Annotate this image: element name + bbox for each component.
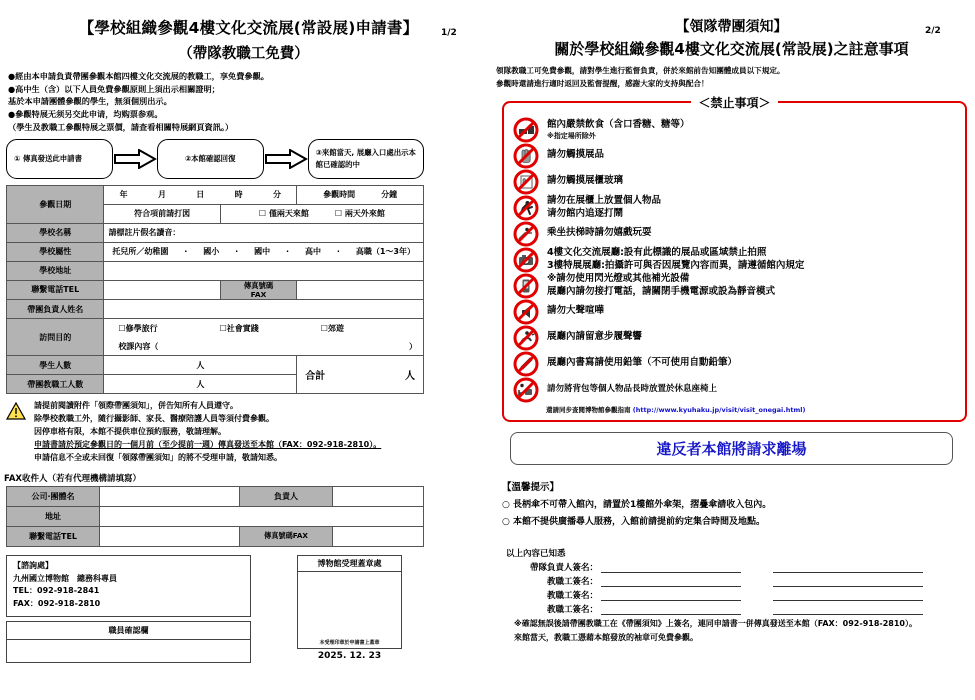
rule-text: 請勿大聲喧嘩 (547, 305, 605, 317)
contact-box (6, 555, 251, 617)
lead-line: 領隊教職工可免費參觀，請對學生進行監督負責，併於來館前告知團體成員以下規定。 (496, 66, 785, 75)
rule-subtext: 请勿館内追逐打鬧 (547, 207, 624, 219)
violation-notice: 違反者本館將請求離場 (510, 432, 953, 465)
school-type-option[interactable]: 高中 (304, 247, 321, 257)
table-row (7, 185, 424, 204)
signature-label: 教職工簽名： (546, 605, 598, 616)
table-row (7, 280, 424, 300)
staff-count-label: 帶團教職工人數 (7, 375, 104, 394)
table-row (7, 356, 424, 375)
no-loud-voice-icon (512, 299, 540, 325)
intro-bullet: ●高中生（含）以下人員免費參觀原則上須出示相關證明； (8, 83, 220, 94)
school-address-label: 學校地址 (7, 261, 104, 280)
contact-fax: FAX：092-918-2810 (13, 599, 101, 609)
flow-arrow-icon (113, 149, 157, 169)
student-count-label: 學生人數 (7, 356, 104, 375)
school-address-input[interactable] (104, 261, 424, 280)
table-row (7, 526, 424, 546)
signature-field[interactable] (601, 602, 741, 615)
rule-text: 乘坐扶梯時請勿嬉戲玩耍 (547, 227, 652, 239)
signature-field[interactable] (773, 574, 923, 587)
application-form-page (0, 0, 487, 700)
warning-triangle-icon (6, 400, 28, 465)
acknowledgement-section (506, 547, 975, 644)
signature-field[interactable] (601, 560, 741, 573)
table-row (7, 300, 424, 319)
separator-dot: · (184, 247, 188, 257)
signature-row (506, 574, 975, 587)
no-play-escalator-icon (512, 221, 540, 247)
signature-field[interactable] (773, 560, 923, 573)
total-label: 合計 (305, 371, 326, 383)
course-content-close: ） (409, 341, 417, 351)
page-subtitle: （帶隊教職工免費） (178, 46, 309, 62)
ack-footnote (514, 617, 975, 644)
rule-text: 展廳內書寫請使用鉛筆（不可使用自動鉛筆） (547, 357, 738, 369)
note-item: 因停車格有限，本館不提供車位預約服務，敬請理解。 (34, 426, 226, 436)
tip-item: ○ 長柄傘不可帶入館內，請置於1樓館外傘架，摺疊傘請收入包內。 (502, 499, 772, 510)
checkbox-other-day[interactable]: ☐ 兩天外來館 (334, 209, 385, 219)
rule-text: ※請勿使用閃光燈或其他補光設備 展廳內請勿接打電話，請關閉手機電源或設為靜音模式 (547, 273, 776, 297)
intro-bullets (8, 70, 487, 134)
no-footstep-noise-icon (512, 325, 540, 351)
school-name-input[interactable]: 請標註片假名讀音： (104, 223, 424, 242)
no-pen-icon (512, 351, 540, 377)
tel-label: 聯繫電話TEL (7, 280, 104, 300)
rule-text: 請勿在展櫃上放置個人物品 请勿館内追逐打鬧 (547, 195, 662, 219)
school-type-option[interactable]: 國小 (203, 247, 220, 257)
signature-label: 教職工簽名： (546, 591, 598, 602)
visit-duration-input[interactable] (297, 185, 424, 204)
separator-dot: · (286, 247, 290, 257)
staff-confirm-label: 職員確認欄 (7, 622, 250, 640)
arrival-day-checkboxes[interactable] (220, 204, 423, 223)
rule-text: 展廳內請留意步履聲響 (547, 331, 643, 343)
tip-item: ○ 本館不提供廣播尋人服務，入館前請提前約定集合時間及地點。 (502, 516, 765, 527)
person-unit: 人 (196, 360, 205, 370)
rule-text: 請勿觸摸展櫃玻璃 (547, 175, 624, 187)
prohibitions-banner-title: ＜禁止事項＞ (502, 92, 967, 111)
agency-address-input[interactable] (100, 506, 424, 526)
notes-list (34, 400, 381, 465)
signature-field[interactable] (773, 588, 923, 601)
lead-line: 參觀時還請進行適时返回及監督提醒，感謝大家的支持與配合！ (496, 78, 709, 88)
rule-no-touch (512, 143, 957, 169)
school-type-option[interactable]: 高職（1～3年） (355, 247, 415, 257)
fax-label: 傳真號碼 FAX (220, 280, 296, 300)
application-form-table (6, 185, 424, 395)
rule-text: 館內嚴禁飲食（含口香糖、糖等） ※指定場所除外 (547, 118, 690, 140)
note-item: 請提前閱讀附件「領際帶團須知」，併告知所有人員遵守。 (34, 401, 238, 411)
contact-org: 九州國立博物館 總務科專員 (13, 573, 117, 583)
course-content-label: 校課內容（ (118, 341, 159, 351)
checkbox-same-day[interactable]: ☐ 僅兩天來館 (258, 209, 309, 219)
intro-bullet: ●參觀特展无须另交此申请，均购票参观。 (8, 109, 163, 120)
signature-field[interactable] (601, 574, 741, 587)
note-item: 除學校教職工外，隨行攝影師、家長、醫療陪護人員等須付費參觀。 (34, 413, 274, 423)
signature-row (506, 588, 975, 601)
agency-info-table (6, 486, 424, 547)
school-type-option[interactable]: 托兒所／幼稚園 (112, 247, 169, 257)
rule-subtext: 展廳內請勿接打電話，請關閉手機電源或設為靜音模式 (547, 285, 776, 297)
stamp-heading: 博物館受理蓋章處 (298, 556, 401, 572)
signature-label: 教職工簽名： (546, 577, 598, 588)
agency-fax-input[interactable] (333, 526, 424, 546)
leader-name-label: 帶團負責人姓名 (7, 300, 104, 319)
agency-fax-label: 傳真號碼FAX (240, 526, 333, 546)
signature-field[interactable] (773, 602, 923, 615)
table-row (7, 242, 424, 261)
school-name-label: 學校名稱 (7, 223, 104, 242)
separator-dot: · (336, 247, 340, 257)
footnote-line: ※確認無誤後請帶團教職工在《帶團須知》上簽名，連同申請書一併傳真發送至本館（FAX：092-918-2810）。 (514, 619, 917, 629)
note-item-deadline: 申請書請於預定參觀日的一個月前（至少提前一週）傳真發送至本館（FAX：092-918-2810）。 (34, 439, 382, 449)
application-flow-diagram (6, 139, 424, 179)
visit-date-label: 參觀日期 (7, 185, 104, 223)
date-unit-year: 年 (119, 190, 128, 200)
date-unit-day: 日 (196, 190, 205, 200)
intro-bullet: 基於本申請團體參觀的學生，無須個別出示。 (8, 96, 172, 107)
school-type-option[interactable]: 國中 (254, 247, 271, 257)
signature-label: 帶隊負責人簽名： (529, 563, 598, 574)
table-row (7, 261, 424, 280)
date-unit-month: 月 (157, 190, 166, 200)
staff-confirm-box (6, 621, 251, 663)
tel-input[interactable] (104, 280, 220, 300)
table-row (7, 506, 424, 526)
agency-address-label: 地址 (7, 506, 100, 526)
footer-section (6, 555, 424, 663)
company-input[interactable] (100, 486, 240, 506)
flow-step-1: ① 傳真發送此申請書 (6, 139, 113, 179)
notes-section (6, 400, 424, 465)
prohibitions-box (502, 101, 967, 422)
rule-no-food (512, 117, 957, 143)
tips-section (502, 479, 975, 531)
rule-subtext: ※指定場所除外 (547, 131, 596, 140)
checkbox-purpose-outing[interactable]: ☐郊遊 (320, 324, 344, 334)
signature-row (506, 602, 975, 615)
ack-heading: 以上內容已知悉 (506, 549, 566, 560)
rule-no-bag-on-seat (512, 377, 957, 403)
agency-tel-label: 聯繫電話TEL (7, 526, 100, 546)
school-type-label: 學校屬性 (7, 242, 104, 261)
tips-heading: 【溫馨提示】 (502, 481, 560, 493)
school-type-options[interactable] (104, 242, 424, 261)
separator-dot: · (235, 247, 239, 257)
checkbox-purpose-trip[interactable]: ☐修學旅行 (118, 324, 158, 334)
guidelines-title: 【領隊帶團須知】 (675, 19, 788, 35)
page-number-right: 2/2 (925, 26, 941, 36)
rule-text: 4樓文化交流展廳:設有此標識的展品或區域禁止拍照 3樓特展展廳:拍攝許可與否因展覽內容而異，請遵循館內規定 (547, 247, 805, 271)
guidelines-page (488, 0, 975, 700)
guidelines-subtitle: 關於學校組織參觀4樓文化交流展(常設展)之註意事項 (554, 40, 909, 58)
purpose-options[interactable] (104, 319, 424, 356)
minutes-label: 分鐘 (381, 190, 398, 200)
fax-input[interactable] (297, 280, 424, 300)
student-count-input[interactable] (104, 356, 297, 375)
no-food-icon (512, 117, 540, 143)
purpose-label: 訪問目的 (7, 319, 104, 356)
rule-no-footstep-noise (512, 325, 957, 351)
footnote-line: 來館當天，教職工憑藉本館發放的袖章可免費參觀。 (514, 632, 698, 642)
page-title: 【學校組織參觀4樓文化交流展(常設展)申請書】 (78, 19, 419, 37)
signature-field[interactable] (601, 588, 741, 601)
guidelines-lead (496, 65, 975, 91)
prohibitions-banner (502, 95, 967, 422)
flow-arrow-icon (264, 149, 308, 169)
staff-confirm-field[interactable] (7, 640, 250, 662)
no-touch-icon (512, 143, 540, 169)
rule-text: 請勿觸摸展品 (547, 149, 605, 161)
rule-text: 請勿將背包等個人物品長時放置於休息座椅上 (547, 384, 718, 395)
page-number-left: 1/2 (441, 28, 457, 38)
rule-no-touch-glass (512, 169, 957, 195)
manager-label: 負責人 (240, 486, 333, 506)
table-row (7, 223, 424, 242)
flow-step-2: ②本館確認回復 (157, 139, 264, 179)
date-unit-hour: 時 (234, 190, 243, 200)
visit-guide-link[interactable]: (http://www.kyuhaku.jp/visit/visit_onegai.html) (632, 405, 806, 414)
stamp-footer: 本受理印章於申請書上蓋章 (319, 639, 380, 646)
rule-subtext: 3樓特展展廳:拍攝許可與否因展覽內容而異，請遵循館內規定 (547, 259, 805, 271)
stamp-area (297, 555, 402, 661)
no-bag-on-seat-icon (512, 377, 540, 403)
agency-tel-input[interactable] (100, 526, 240, 546)
person-unit: 人 (405, 371, 415, 383)
guide-note-text: 還請同步查閱博物館參觀指南 (546, 405, 631, 414)
checkin-hint: 符合項前請打図 (104, 204, 220, 223)
signature-row (506, 560, 975, 573)
rule-no-running (512, 195, 957, 221)
flow-step-3: ③來館當天, 展廳入口處出示本館已確認的中 (308, 139, 424, 179)
no-touch-glass-icon (512, 169, 540, 195)
rule-no-camera (512, 247, 957, 273)
no-phone-icon (512, 273, 540, 299)
guide-note (546, 405, 957, 414)
fax-receiver-heading: FAX收件人（若有代理機構請填寫） (4, 473, 141, 484)
staff-count-input[interactable] (104, 375, 297, 394)
checkbox-purpose-social[interactable]: ☐社會實踐 (219, 324, 259, 334)
company-label: 公司·團體名 (7, 486, 100, 506)
rule-no-loud-voice (512, 299, 957, 325)
contact-tel: TEL：092-918-2841 (13, 586, 100, 596)
intro-bullet: ●經由本申請負責帶團參觀本館四樓文化交流展的教職工，享免費參觀。 (8, 71, 269, 81)
person-unit: 人 (196, 379, 205, 389)
no-running-icon (512, 195, 540, 221)
visit-date-input[interactable] (104, 185, 297, 204)
manager-input[interactable] (333, 486, 424, 506)
rule-no-pen (512, 351, 957, 377)
table-row (7, 486, 424, 506)
stamp-box[interactable] (297, 555, 402, 649)
total-count-cell[interactable] (297, 356, 424, 394)
table-row (7, 319, 424, 356)
intro-bullet: （學生及教職工參觀特展之票價，請查看相關特展網頁資訊。） (8, 121, 234, 132)
no-camera-icon (512, 247, 540, 273)
contact-heading: 【諮詢處】 (13, 560, 53, 570)
date-unit-minute: 分 (272, 190, 281, 200)
rule-no-phone (512, 273, 957, 299)
rule-no-play-escalator (512, 221, 957, 247)
note-item: 申請信息不全或未回復「領隊帶團須知」的將不受理申請，敬請知悉。 (34, 452, 282, 462)
stamp-date: 2025. 12. 23 (317, 650, 382, 661)
visit-time-label: 參觀時間 (323, 190, 356, 200)
leader-name-input[interactable] (104, 300, 424, 319)
